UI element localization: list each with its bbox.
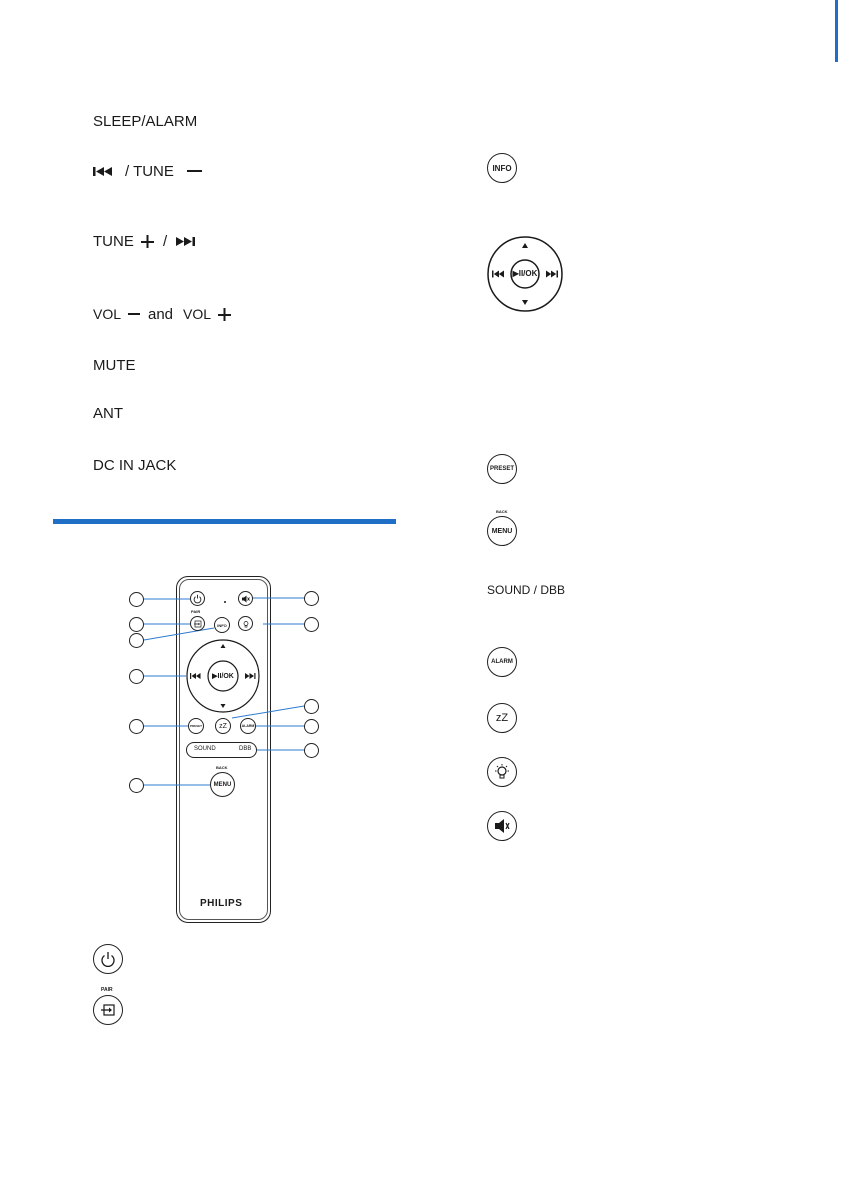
minus-icon [187,170,203,174]
callout-marker [304,719,319,734]
page-edge-bar [835,0,838,62]
nav-ok-label: ▶II/OK [512,269,538,278]
mute-label: MUTE [93,357,136,374]
info-button-icon [487,153,517,183]
remote-nav-pad [184,638,262,716]
remote-sound-label: SOUND [194,746,216,752]
power-button-icon [93,944,123,974]
preset-button-icon [487,454,517,484]
remote-menu-label: MENU [213,781,232,788]
menu-label: MENU [491,527,513,535]
vol-down-label: VOL [93,306,122,322]
menu-button-icon [487,516,517,546]
prev-icon [93,166,119,178]
remote-power-button [190,591,205,606]
callout-marker [129,778,144,793]
remote-source-button [190,616,205,631]
section-divider [53,519,396,524]
mute-button-icon [487,811,517,841]
remote-pair-label: PAIR [191,609,201,614]
tune-next-label: TUNE [93,233,134,250]
light-icon [493,763,511,781]
tune-next-slash: / [163,233,168,250]
light-icon [242,620,250,628]
callout-marker [304,699,319,714]
remote-ok-label: ▶II/OK [212,673,234,680]
callout-marker [304,591,319,606]
remote-info-label: INFO [217,622,227,628]
callout-marker [304,743,319,758]
remote-dbb-label: DBB [239,746,252,752]
callout-marker [129,669,144,684]
alarm-button-icon [487,647,517,677]
remote-sound-dbb-button [186,742,257,758]
remote-mute-button [238,591,253,606]
remote-sleep-button [215,718,231,734]
menu-back-small-label: BACK [496,509,508,514]
mute-icon [241,595,250,603]
source-icon [100,1002,116,1018]
power-icon [100,951,116,967]
plus-icon [218,308,232,322]
callout-marker [129,719,144,734]
dc-in-label: DC IN JACK [93,457,177,474]
sleep-button-icon [487,703,517,733]
preset-label: PRESET [489,466,514,472]
callout-marker [129,617,144,632]
remote-sleep-label: zZ [219,722,227,730]
remote-menu-button [210,772,235,797]
light-button-icon [487,757,517,787]
prev-tune-label: / TUNE [125,163,174,180]
remote-info-button [214,617,230,633]
callout-marker [304,617,319,632]
ant-label: ANT [93,405,123,422]
vol-up-label: VOL [183,306,212,322]
remote-alarm-button [240,718,256,734]
callout-marker [129,633,144,648]
info-label: INFO [492,163,512,173]
callout-marker [129,592,144,607]
alarm-label: ALARM [491,659,513,665]
sleep-alarm-label: SLEEP/ALARM [93,113,198,130]
vol-and-label: and [148,306,174,323]
remote-light-button [238,616,253,631]
sound-dbb-label: SOUND / DBB [487,583,566,597]
remote-preset-button [188,718,204,734]
pair-small-label: PAIR [101,987,113,993]
source-icon [194,620,202,628]
next-icon [176,236,202,248]
remote-led [224,601,226,603]
source-button-icon [93,995,123,1025]
remote-alarm-label: ALARM [241,724,255,728]
remote-back-label: BACK [216,765,228,770]
power-icon [193,594,202,603]
plus-icon [141,235,155,249]
remote-brand-logo: PHILIPS [200,898,243,909]
remote-preset-label: PRESET [189,724,202,728]
nav-pad-icon [487,236,563,312]
minus-icon [128,313,142,317]
mute-icon [493,818,511,834]
sleep-label: zZ [495,712,509,724]
